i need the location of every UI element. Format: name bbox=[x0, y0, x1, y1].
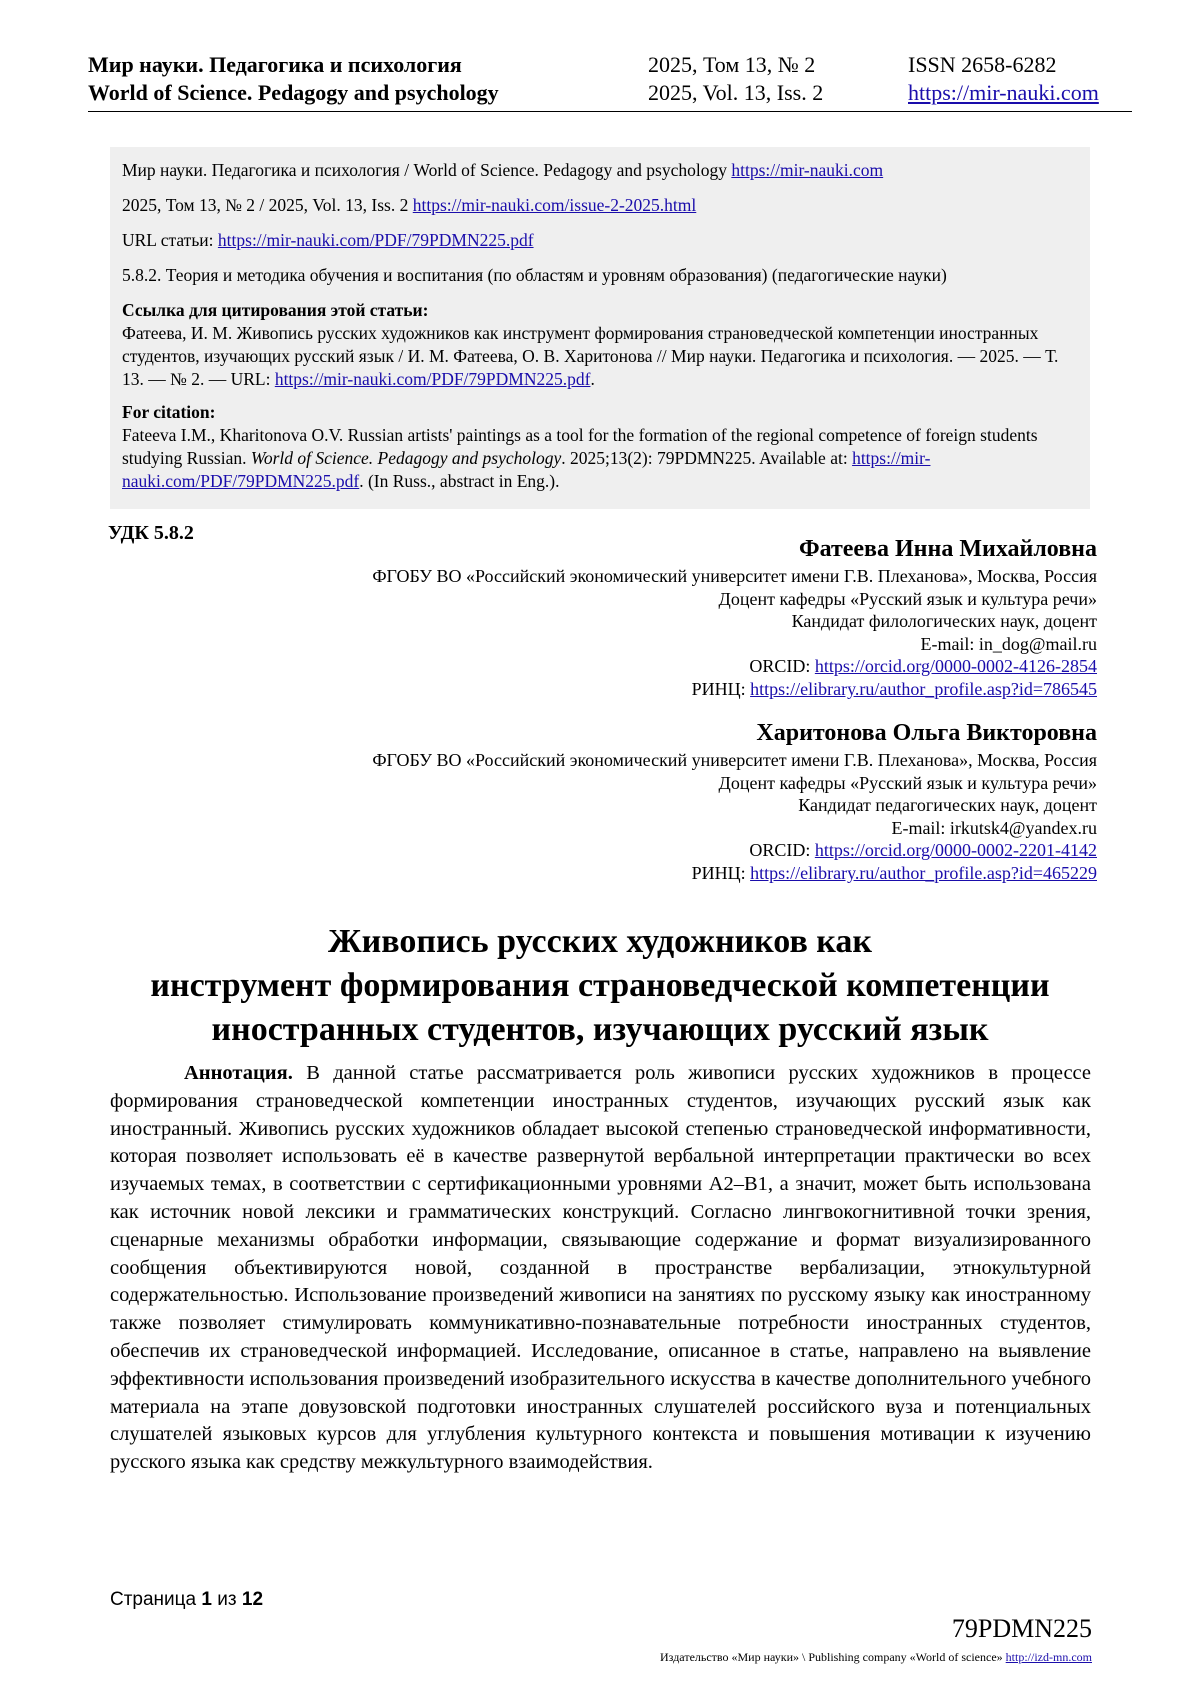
title-line-2: инструмент формирования страноведческой компетенции bbox=[150, 967, 1050, 1004]
abstract-text: В данной статье рассматривается роль живописи русских художников в процессе формирования страноведческой компетенции иностранных студентов, изучающих русский язык как иностранный. Живопись русских художников обладает высокой степенью страноведческой информативности, которая позволяет использовать её в качестве развернутой вербальной интерпретации практически во всех изучаемых темах, в соответствии с сертификационными уровнями А2–В1, а значит, может быть использована как источник новой лексики и грамматических конструкций. Согласно лингвокогнитивной точки зрения, сценарные механизмы обработки информации, связывающие содержание и формат визуализированного сообщения объективируются новой, созданной в пространстве вербализации, этнокультурной содержательностью. Использование произведений живописи на занятиях по русскому языку как иностранному также позволяет стимулировать коммуникативно-познавательные потребности иностранных студентов, обеспечив их страноведческой информацией. Исследование, описанное в статье, направлено на выявление эффективности использования произведений изобразительного искусства в качестве дополнительного учебного материала на этапе довузовской подготовки иностранных слушателей российского вуза и потенциальных слушателей языковых курсов для углубления культурного контекста и повышения мотивации к изучению русского языка как средству межкультурного взаимодействия. bbox=[110, 1062, 1091, 1474]
citebox-issue-line: 2025, Том 13, № 2 / 2025, Vol. 13, Iss. 2 https://mir-nauki.com/issue-2-2025.html bbox=[122, 195, 697, 215]
author-orcid: ORCID: https://orcid.org/0000-0002-4126-2854 bbox=[749, 656, 1097, 677]
citation-ru-label: Ссылка для цитирования этой статьи: bbox=[122, 300, 429, 320]
citebox-url-line: URL статьи: https://mir-nauki.com/PDF/79PDMN225.pdf bbox=[122, 230, 534, 250]
author-position: Доцент кафедры «Русский язык и культура речи» bbox=[718, 772, 1097, 793]
author-orcid: ORCID: https://orcid.org/0000-0002-2201-4142 bbox=[749, 840, 1097, 861]
header-divider bbox=[88, 111, 1132, 112]
citebox-journal-line: Мир науки. Педагогика и психология / World of Science. Pedagogy and psychology https://mir-nauki.com bbox=[122, 160, 884, 180]
author-email: E-mail: irkutsk4@yandex.ru bbox=[891, 817, 1097, 838]
udc-code: УДК 5.8.2 bbox=[108, 522, 194, 544]
journal-title-en: World of Science. Pedagogy and psychology bbox=[88, 80, 499, 105]
publisher-link[interactable]: http://izd-mn.com bbox=[1005, 1650, 1092, 1664]
citation-ru: Ссылка для цитирования этой статьи: Фатеева, И. М. Живопись русских художников как инструмент формирования страноведческой компетенции иностранных студентов, изучающих русский язык / И. М. Фатеева, О. В. Харитонова // Мир науки. Педагогика и психология. — 2025. — Т. 13. — № 2. — URL: https://mir-nauki.com/PDF/79PDMN225.pdf. bbox=[122, 299, 1078, 391]
publisher-line: Издательство «Мир науки» \ Publishing company «World of science» http://izd-mn.com bbox=[660, 1650, 1092, 1664]
title-line-3: иностранных студентов, изучающих русский язык bbox=[211, 1011, 989, 1048]
journal-title-ru: Мир науки. Педагогика и психология bbox=[88, 52, 462, 77]
author-degree: Кандидат филологических наук, доцент bbox=[791, 611, 1097, 632]
article-code: 79PDMN225 bbox=[951, 1614, 1092, 1643]
rinc-link[interactable]: https://elibrary.ru/author_profile.asp?id=465229 bbox=[750, 862, 1097, 883]
author-name: Фатеева Инна Михайловна bbox=[798, 536, 1097, 562]
author-name: Харитонова Ольга Викторовна bbox=[756, 720, 1097, 746]
issn: ISSN 2658-6282 bbox=[908, 52, 1057, 77]
author-block-1 bbox=[372, 533, 1097, 701]
author-rinc: РИНЦ: https://elibrary.ru/author_profile.asp?id=465229 bbox=[691, 862, 1097, 883]
citation-en-link[interactable]: https://mir-nauki.com/PDF/79PDMN225.pdf bbox=[122, 448, 931, 491]
author-degree: Кандидат педагогических наук, доцент bbox=[798, 795, 1097, 816]
citation-en-label: For citation: bbox=[122, 402, 216, 422]
issue-ru: 2025, Том 13, № 2 bbox=[648, 52, 816, 77]
title-line-1: Живопись русских художников как bbox=[328, 923, 872, 960]
author-block-2 bbox=[372, 717, 1097, 885]
orcid-link[interactable]: https://orcid.org/0000-0002-4126-2854 bbox=[814, 656, 1097, 677]
journal-header bbox=[88, 52, 1120, 108]
citebox-issue-link[interactable]: https://mir-nauki.com/issue-2-2025.html bbox=[412, 195, 697, 215]
citebox-url-link[interactable]: https://mir-nauki.com/PDF/79PDMN225.pdf bbox=[217, 230, 534, 250]
citation-ru-link[interactable]: https://mir-nauki.com/PDF/79PDMN225.pdf bbox=[274, 369, 591, 389]
abstract-label: Аннотация. bbox=[184, 1062, 293, 1084]
author-position: Доцент кафедры «Русский язык и культура речи» bbox=[718, 588, 1097, 609]
author-email: E-mail: in_dog@mail.ru bbox=[920, 633, 1097, 654]
rinc-link[interactable]: https://elibrary.ru/author_profile.asp?id=786545 bbox=[750, 678, 1097, 699]
article-title bbox=[88, 920, 1112, 1052]
page-number: Страница 1 из 12 bbox=[110, 1589, 264, 1610]
author-affiliation: ФГОБУ ВО «Российский экономический университет имени Г.В. Плеханова», Москва, Россия bbox=[372, 750, 1097, 770]
citation-en: For citation: Fateeva I.M., Kharitonova O.V. Russian artists' paintings as a tool for the formation of the regional competence of foreign students studying Russian. World of Science. Pedagogy and psychology. 2025;13(2): 79PDMN225. Available at: https://mir-nauki.com/PDF/79PDMN225.pdf. (In Russ., abstract in Eng.). bbox=[122, 401, 1078, 493]
abstract bbox=[110, 1060, 1091, 1477]
issue-en: 2025, Vol. 13, Iss. 2 bbox=[648, 80, 824, 105]
orcid-link[interactable]: https://orcid.org/0000-0002-2201-4142 bbox=[814, 840, 1097, 861]
author-rinc: РИНЦ: https://elibrary.ru/author_profile.asp?id=786545 bbox=[691, 678, 1097, 699]
citation-box bbox=[110, 147, 1090, 509]
citebox-specialty: 5.8.2. Теория и методика обучения и воспитания (по областям и уровням образования) (педагогические науки) bbox=[122, 265, 947, 285]
journal-site-link[interactable]: https://mir-nauki.com bbox=[908, 80, 1099, 105]
citebox-journal-link[interactable]: https://mir-nauki.com bbox=[731, 160, 884, 180]
author-affiliation: ФГОБУ ВО «Российский экономический университет имени Г.В. Плеханова», Москва, Россия bbox=[372, 566, 1097, 586]
